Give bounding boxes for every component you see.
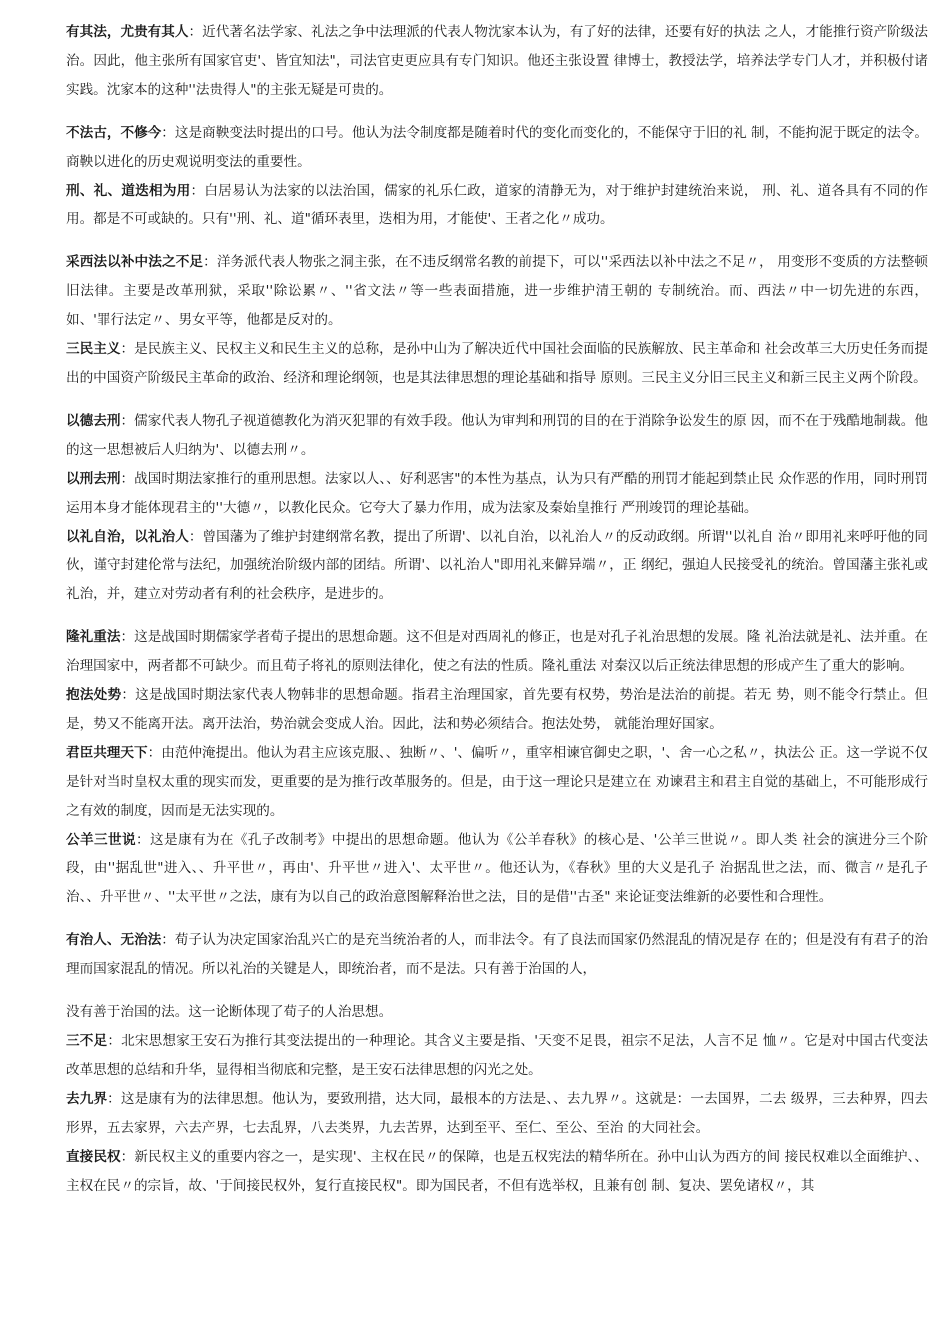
entry-body: 没有善于治国的法。这一论断体现了荀子的人治思想。 — [66, 1004, 393, 1021]
entry-body: ：这是战国时期法家代表人物韩非的思想命题。指君主治理国家，首先要有权势，势治是法治的前提。若无 势，则不能令行禁止。但是，势又不能离开法。离开法治，势治就会变成人治。因此，法和势必须结合。抱法处势， 就能治理好国家。 — [66, 687, 928, 732]
entry-body: ：这是战国时期儒家学者荀子提出的思想命题。这不但是对西周礼的修正，也是对孔子礼治思想的发展。隆 礼治法就是礼、法并重。在治理国家中，两者都不可缺少。而且荀子将礼的原则法律化，使之有法的性质。隆礼重法 对秦汉以后正统法律思想的形成产生了重大的影响。 — [66, 629, 929, 675]
entry-caixifa — [66, 248, 928, 335]
entry-body: ：北宋思想家王安石为推行其变法提出的一种理论。其含义主要是指、'天变不足畏，祖宗不足法，人言不足 恤〃。它是对中国古代变法改革思想的总结和升华，显得相当彻底和完整，是王安石法律思想的闪光之处。 — [66, 1033, 928, 1078]
entry-term: 以礼自治，以礼治人 — [66, 528, 189, 545]
entry-body: ：战国时期法家推行的重刑思想。法家以人、、好利恶害"的本性为基点，认为只有严酷的刑罚才能起到禁止民 众作恶的作用，同时刑罚运用本身才能体现君主的''大德〃，以教化民众。它夸大了暴力作用，成为法家及秦始皇推行 严刑竣罚的理论基础。 — [66, 470, 928, 516]
document-page — [66, 18, 928, 1200]
entry-sanbuzu — [66, 1027, 928, 1085]
entry-body: ：白居易认为法家的以法治国，儒家的礼乐仁政，道家的清静无为，对于维护封建统治来说， 刑、礼、道各具有不同的作用。都是不可或缺的。只有''刑、礼、道"循环表里，迭相为用，才能使'、王者之化〃成功。 — [66, 182, 928, 228]
entry-term: 以刑去刑 — [66, 470, 121, 487]
entry-yidequxing — [66, 407, 928, 465]
entry-term: 不法古，不修今 — [66, 124, 162, 141]
entry-yilizizhi — [66, 523, 928, 610]
entry-term: 采西法以补中法之不足 — [66, 254, 204, 271]
entry-body: ：荀子认为决定国家治乱兴亡的是充当统治者的人，而非法令。有了良法而国家仍然混乱的情况是存 在的；但是没有有君子的治理而国家混乱的情况。所以礼治的关键是人，即统治者，而不是法。只有善于治国的人， — [66, 932, 928, 978]
entry-body: ：儒家代表人物孔子视道德教化为消灭犯罪的有效手段。他认为审判和刑罚的目的在于消除争讼发生的原 因，而不在于残酷地制裁。他的这一思想被后人归纳为'、以德去刑〃。 — [66, 412, 929, 458]
entry-term: 三民主义 — [66, 341, 121, 358]
entry-term: 以德去刑 — [66, 412, 121, 429]
entry-term: 有治人、无治法 — [66, 932, 162, 949]
entry-youzhiren — [66, 926, 928, 984]
entry-junchengongli — [66, 739, 928, 826]
entry-term: 去九界 — [66, 1090, 108, 1107]
entry-body: ：这是商鞅变法时提出的口号。他认为法令制度都是随着时代的变化而变化的，不能保守于旧的礼 制，不能拘泥于既定的法令。商鞅以进化的历史观说明变法的重要性。 — [66, 124, 928, 170]
entry-body: ：近代著名法学家、礼法之争中法理派的代表人物沈家本认为，有了好的法律，还要有好的执法 之人，才能推行资产阶级法治。因此，他主张所有国家官吏'、皆宜知法"，司法官吏更应具有专门知识。他还主张设置 律博士，教授法学，培养法学专门人才，并积极付诸实践。沈家本的这种''法贵得人"的主张无疑是可贵的。 — [66, 24, 928, 98]
entry-zhijieminquan — [66, 1143, 928, 1201]
entry-youzhiren-continued — [66, 998, 928, 1027]
entry-term: 三不足 — [66, 1033, 108, 1049]
entry-gongyangsanshi — [66, 826, 928, 913]
entry-term: 刑、礼、道迭相为用 — [66, 182, 191, 199]
entry-body: ：这是康有为在《孔子改制考》中提出的思想命题。他认为《公羊春秋》的核心是、'公羊三世说〃。即人类 社会的演进分三个阶段，由''据乱世"进入、、升平世〃，再由'、升平世〃进入'、太平世〃。他还认为，《春秋》里的大义是孔子 治据乱世之法，而、微言〃是孔子治、、升平世〃、''太平世〃之法，康有为以自己的政治意图解释治世之法，目的是借''古圣" 来论证变法维新的必要性和合理性。 — [66, 831, 928, 906]
entry-xing-li-dao — [66, 177, 928, 235]
entry-body: ：是民族主义、民权主义和民生主义的总称，是孙中山为了解决近代中国社会面临的民族解放、民主革命和 社会改革三大历史任务而提出的中国资产阶级民主革命的政治、经济和理论纲领，也是其法律思想的理论基础和指导 原则。三民主义分旧三民主义和新三民主义两个阶段。 — [66, 341, 929, 386]
entry-body: ：洋务派代表人物张之洞主张，在不违反纲常名教的前提下，可以''采西法以补中法之不足〃， 用变形不变质的方法整顿旧法律。主要是改革刑狱，采取''除讼累〃、''省文法〃等一些表面措施，进一步维护清王朝的 专制统治。而、西法〃中一切先进的东西，如、'罪行法定〃、男女平等，他都是反对的。 — [66, 254, 929, 329]
entry-body: ：曾国藩为了维护封建纲常名教，提出了所谓'、以礼自治，以礼治人〃的反动政纲。所谓''以礼自 治〃即用礼来呼吁他的同伙，谨守封建伦常与法纪，加强统治阶级内部的团结。所谓'、以礼治人"即用礼来僻异端〃，正 纲纪，强迫人民接受礼的统治。曾国藩主张礼或礼治，并，建立对劳动者有利的社会秩序，是进步的。 — [66, 528, 928, 603]
entry-bufagu — [66, 119, 928, 177]
entry-yixingquxing — [66, 465, 928, 523]
entry-term: 公羊三世说 — [66, 831, 136, 848]
entry-term: 隆礼重法 — [66, 629, 121, 646]
entry-term: 直接民权 — [66, 1148, 121, 1165]
entry-longlizhongfa — [66, 623, 928, 681]
entry-term: 抱法处势 — [66, 687, 122, 704]
entry-term: 君臣共理天下 — [66, 744, 148, 761]
entry-term: 有其法，尤贵有其人 — [66, 24, 189, 40]
entry-body: ：新民权主义的重要内容之一，是实现'、主权在民〃的保障，也是五权宪法的精华所在。孙中山认为西方的间 接民权难以全面维护、、主权在民〃的宗旨，故、'于间接民权外，复行直接民权"。即为国民者，不但有选举权，且兼有创 制、复决、罢免诸权〃，其 — [66, 1148, 928, 1194]
entry-youqifa — [66, 18, 928, 105]
entry-sanmin — [66, 335, 928, 393]
entry-body: ：由范仲淹提出。他认为君主应该克服、、独断〃、'、偏听〃，重宰相谏官御史之职，'、舍一心之私〃，执法公 正。这一学说不仅是针对当时皇权太重的现实而发，更重要的是为推行改革服务的。但是，由于这一理论只是建立在 劝谏君主和君主自觉的基础上，不可能形成行之有效的制度，因而是无法实现的。 — [66, 744, 928, 819]
entry-baofachushi — [66, 681, 928, 739]
entry-qujiujie — [66, 1085, 928, 1143]
entry-body: ：这是康有为的法律思想。他认为，要致刑措，达大同，最根本的方法是、、去九界〃。这就是：一去国界，二去 级界，三去种界，四去形界，五去家界，六去产界，七去乱界，八去类界，九去苦界，达到至平、至仁、至公、至治 的大同社会。 — [66, 1090, 928, 1136]
